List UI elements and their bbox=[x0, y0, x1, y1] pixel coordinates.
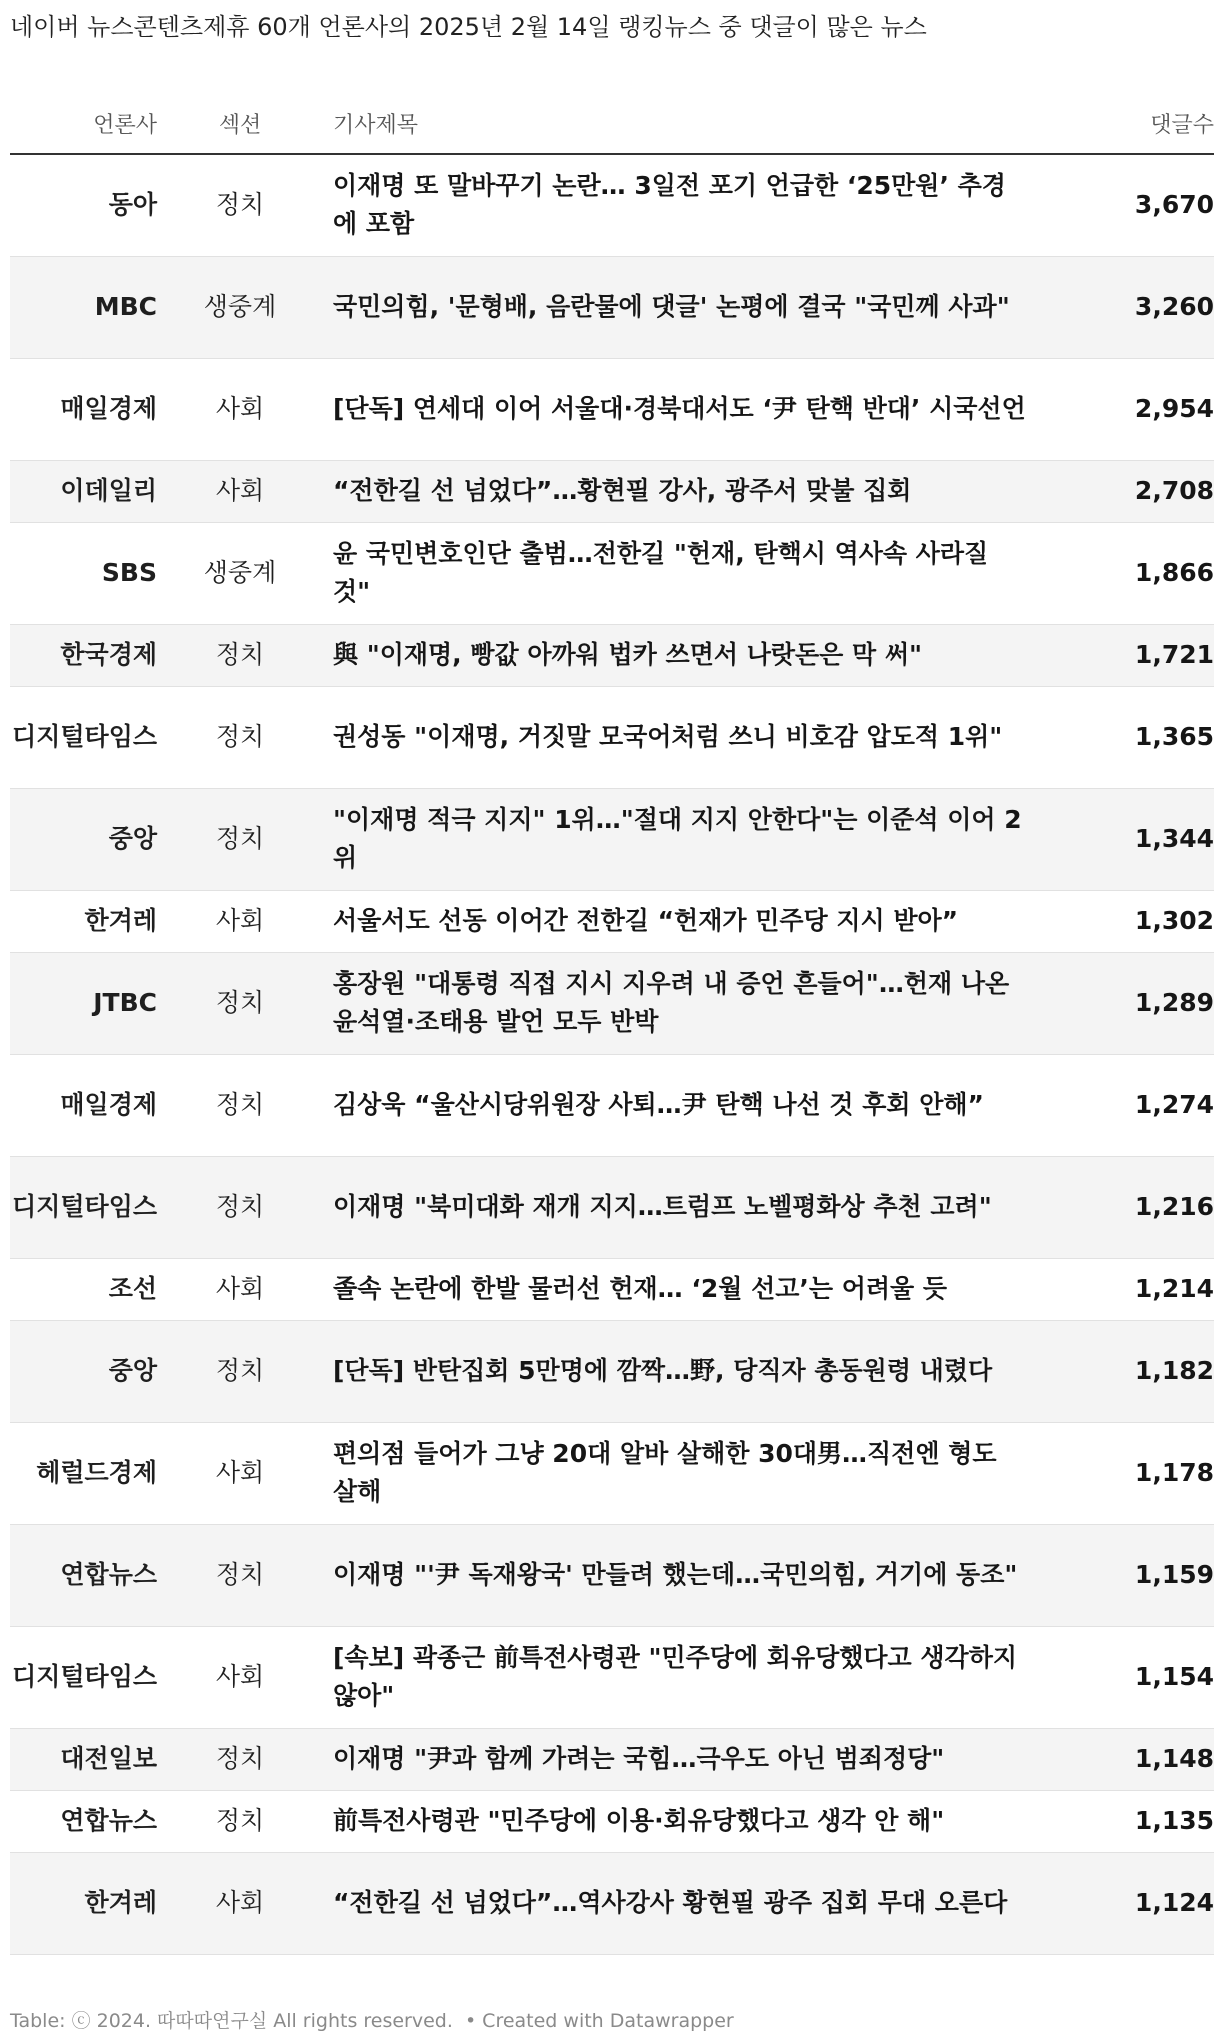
cell-outlet: 이데일리 bbox=[10, 460, 175, 522]
table-row bbox=[10, 788, 1214, 890]
cell-comments: 1,214 bbox=[1049, 1258, 1214, 1320]
table-title: 네이버 뉴스콘텐츠제휴 60개 언론사의 2025년 2월 14일 랭킹뉴스 중 댓글이 많은 뉴스 bbox=[10, 13, 927, 41]
cell-comments: 1,866 bbox=[1049, 522, 1214, 624]
cell-outlet: 한겨레 bbox=[10, 1852, 175, 1954]
cell-headline[interactable]: 前특전사령관 "민주당에 이용·회유당했다고 생각 안 해" bbox=[305, 1790, 1049, 1852]
cell-headline[interactable]: 이재명 "尹과 함께 가려는 국힘…극우도 아닌 범죄정당" bbox=[305, 1728, 1049, 1790]
cell-comments: 1,289 bbox=[1049, 952, 1214, 1054]
cell-section: 정치 bbox=[175, 1790, 305, 1852]
cell-comments: 1,178 bbox=[1049, 1422, 1214, 1524]
cell-headline[interactable]: 편의점 들어가 그냥 20대 알바 살해한 30대男…직전엔 형도 살해 bbox=[305, 1422, 1049, 1524]
cell-section: 사회 bbox=[175, 460, 305, 522]
cell-section: 사회 bbox=[175, 1852, 305, 1954]
cell-outlet: 매일경제 bbox=[10, 1054, 175, 1156]
table-row bbox=[10, 1054, 1214, 1156]
cell-section: 정치 bbox=[175, 1728, 305, 1790]
cell-headline[interactable]: [단독] 반탄집회 5만명에 깜짝…野, 당직자 총동원령 내렸다 bbox=[305, 1320, 1049, 1422]
cell-headline[interactable]: 국민의힘, '문형배, 음란물에 댓글' 논평에 결국 "국민께 사과" bbox=[305, 256, 1049, 358]
table-row bbox=[10, 154, 1214, 256]
cell-outlet: 연합뉴스 bbox=[10, 1790, 175, 1852]
cell-comments: 1,159 bbox=[1049, 1524, 1214, 1626]
footer bbox=[10, 2006, 734, 2033]
cell-outlet: 한국경제 bbox=[10, 624, 175, 686]
cell-comments: 1,365 bbox=[1049, 686, 1214, 788]
cell-section: 정치 bbox=[175, 788, 305, 890]
column-header-section[interactable]: 섹션 bbox=[175, 93, 305, 154]
cell-outlet: 디지털타임스 bbox=[10, 686, 175, 788]
cell-comments: 1,721 bbox=[1049, 624, 1214, 686]
cell-outlet: 대전일보 bbox=[10, 1728, 175, 1790]
cell-section: 정치 bbox=[175, 154, 305, 256]
cell-section: 정치 bbox=[175, 952, 305, 1054]
cell-section: 정치 bbox=[175, 1156, 305, 1258]
cell-comments: 2,708 bbox=[1049, 460, 1214, 522]
column-header-headline[interactable]: 기사제목 bbox=[305, 93, 1049, 154]
cell-outlet: JTBC bbox=[10, 952, 175, 1054]
cell-section: 정치 bbox=[175, 686, 305, 788]
cell-comments: 1,148 bbox=[1049, 1728, 1214, 1790]
cell-outlet: 동아 bbox=[10, 154, 175, 256]
cell-outlet: 연합뉴스 bbox=[10, 1524, 175, 1626]
table-header-row bbox=[10, 93, 1214, 154]
cell-section: 정치 bbox=[175, 1320, 305, 1422]
cell-outlet: 한겨레 bbox=[10, 890, 175, 952]
cell-outlet: 디지털타임스 bbox=[10, 1626, 175, 1728]
table-row bbox=[10, 1422, 1214, 1524]
cell-outlet: 중앙 bbox=[10, 788, 175, 890]
cell-headline[interactable]: 이재명 "북미대화 재개 지지…트럼프 노벨평화상 추천 고려" bbox=[305, 1156, 1049, 1258]
cell-headline[interactable]: “전한길 선 넘었다”…황현필 강사, 광주서 맞불 집회 bbox=[305, 460, 1049, 522]
cell-outlet: SBS bbox=[10, 522, 175, 624]
column-header-outlet[interactable]: 언론사 bbox=[10, 93, 175, 154]
table-row bbox=[10, 890, 1214, 952]
table-row bbox=[10, 1852, 1214, 1954]
cell-comments: 1,274 bbox=[1049, 1054, 1214, 1156]
table-row bbox=[10, 1320, 1214, 1422]
cell-comments: 1,124 bbox=[1049, 1852, 1214, 1954]
cell-comments: 3,670 bbox=[1049, 154, 1214, 256]
table-row bbox=[10, 1626, 1214, 1728]
table-row bbox=[10, 1524, 1214, 1626]
cell-comments: 2,954 bbox=[1049, 358, 1214, 460]
cell-outlet: 헤럴드경제 bbox=[10, 1422, 175, 1524]
cell-headline[interactable]: 이재명 또 말바꾸기 논란… 3일전 포기 언급한 ‘25만원’ 추경에 포함 bbox=[305, 154, 1049, 256]
cell-headline[interactable]: "이재명 적극 지지" 1위…"절대 지지 안한다"는 이준석 이어 2위 bbox=[305, 788, 1049, 890]
cell-outlet: 중앙 bbox=[10, 1320, 175, 1422]
cell-section: 정치 bbox=[175, 1054, 305, 1156]
table-row bbox=[10, 358, 1214, 460]
cell-comments: 1,135 bbox=[1049, 1790, 1214, 1852]
footer-source: Table: ⓒ 2024. 따따따연구실 All rights reserved. bbox=[10, 2010, 453, 2032]
cell-section: 생중계 bbox=[175, 522, 305, 624]
cell-headline[interactable]: 이재명 "'尹 독재왕국' 만들려 했는데…국민의힘, 거기에 동조" bbox=[305, 1524, 1049, 1626]
cell-headline[interactable]: [속보] 곽종근 前특전사령관 "민주당에 회유당했다고 생각하지 않아" bbox=[305, 1626, 1049, 1728]
cell-headline[interactable]: 김상욱 “울산시당위원장 사퇴…尹 탄핵 나선 것 후회 안해” bbox=[305, 1054, 1049, 1156]
cell-section: 정치 bbox=[175, 624, 305, 686]
cell-outlet: 조선 bbox=[10, 1258, 175, 1320]
cell-outlet: 매일경제 bbox=[10, 358, 175, 460]
table-row bbox=[10, 686, 1214, 788]
cell-section: 사회 bbox=[175, 1626, 305, 1728]
cell-comments: 1,344 bbox=[1049, 788, 1214, 890]
cell-headline[interactable]: 서울서도 선동 이어간 전한길 “헌재가 민주당 지시 받아” bbox=[305, 890, 1049, 952]
cell-section: 사회 bbox=[175, 1258, 305, 1320]
cell-comments: 1,302 bbox=[1049, 890, 1214, 952]
cell-comments: 1,216 bbox=[1049, 1156, 1214, 1258]
cell-section: 사회 bbox=[175, 1422, 305, 1524]
footer-separator: • bbox=[464, 2010, 477, 2032]
table-row bbox=[10, 522, 1214, 624]
table-row bbox=[10, 952, 1214, 1054]
cell-headline[interactable]: 홍장원 "대통령 직접 지시 지우려 내 증언 흔들어"…헌재 나온 윤석열·조태용 발언 모두 반박 bbox=[305, 952, 1049, 1054]
table-row bbox=[10, 1728, 1214, 1790]
cell-headline[interactable]: 졸속 논란에 한발 물러선 헌재… ‘2월 선고’는 어려울 듯 bbox=[305, 1258, 1049, 1320]
column-header-comments[interactable]: 댓글수 bbox=[1049, 93, 1214, 154]
cell-section: 정치 bbox=[175, 1524, 305, 1626]
cell-section: 사회 bbox=[175, 358, 305, 460]
footer-credit-link[interactable]: Created with Datawrapper bbox=[482, 2010, 734, 2032]
cell-comments: 3,260 bbox=[1049, 256, 1214, 358]
table-row bbox=[10, 1258, 1214, 1320]
cell-comments: 1,154 bbox=[1049, 1626, 1214, 1728]
table-row bbox=[10, 256, 1214, 358]
cell-outlet: MBC bbox=[10, 256, 175, 358]
cell-headline[interactable]: 與 "이재명, 빵값 아까워 법카 쓰면서 나랏돈은 막 써" bbox=[305, 624, 1049, 686]
table-row bbox=[10, 624, 1214, 686]
table-row bbox=[10, 1790, 1214, 1852]
cell-outlet: 디지털타임스 bbox=[10, 1156, 175, 1258]
table-row bbox=[10, 460, 1214, 522]
cell-headline[interactable]: 권성동 "이재명, 거짓말 모국어처럼 쓰니 비호감 압도적 1위" bbox=[305, 686, 1049, 788]
cell-comments: 1,182 bbox=[1049, 1320, 1214, 1422]
cell-section: 생중계 bbox=[175, 256, 305, 358]
cell-headline[interactable]: 윤 국민변호인단 출범…전한길 "헌재, 탄핵시 역사속 사라질 것" bbox=[305, 522, 1049, 624]
ranking-table bbox=[10, 93, 1214, 1955]
cell-headline[interactable]: [단독] 연세대 이어 서울대·경북대서도 ‘尹 탄핵 반대’ 시국선언 bbox=[305, 358, 1049, 460]
table-row bbox=[10, 1156, 1214, 1258]
cell-headline[interactable]: “전한길 선 넘었다”…역사강사 황현필 광주 집회 무대 오른다 bbox=[305, 1852, 1049, 1954]
cell-section: 사회 bbox=[175, 890, 305, 952]
